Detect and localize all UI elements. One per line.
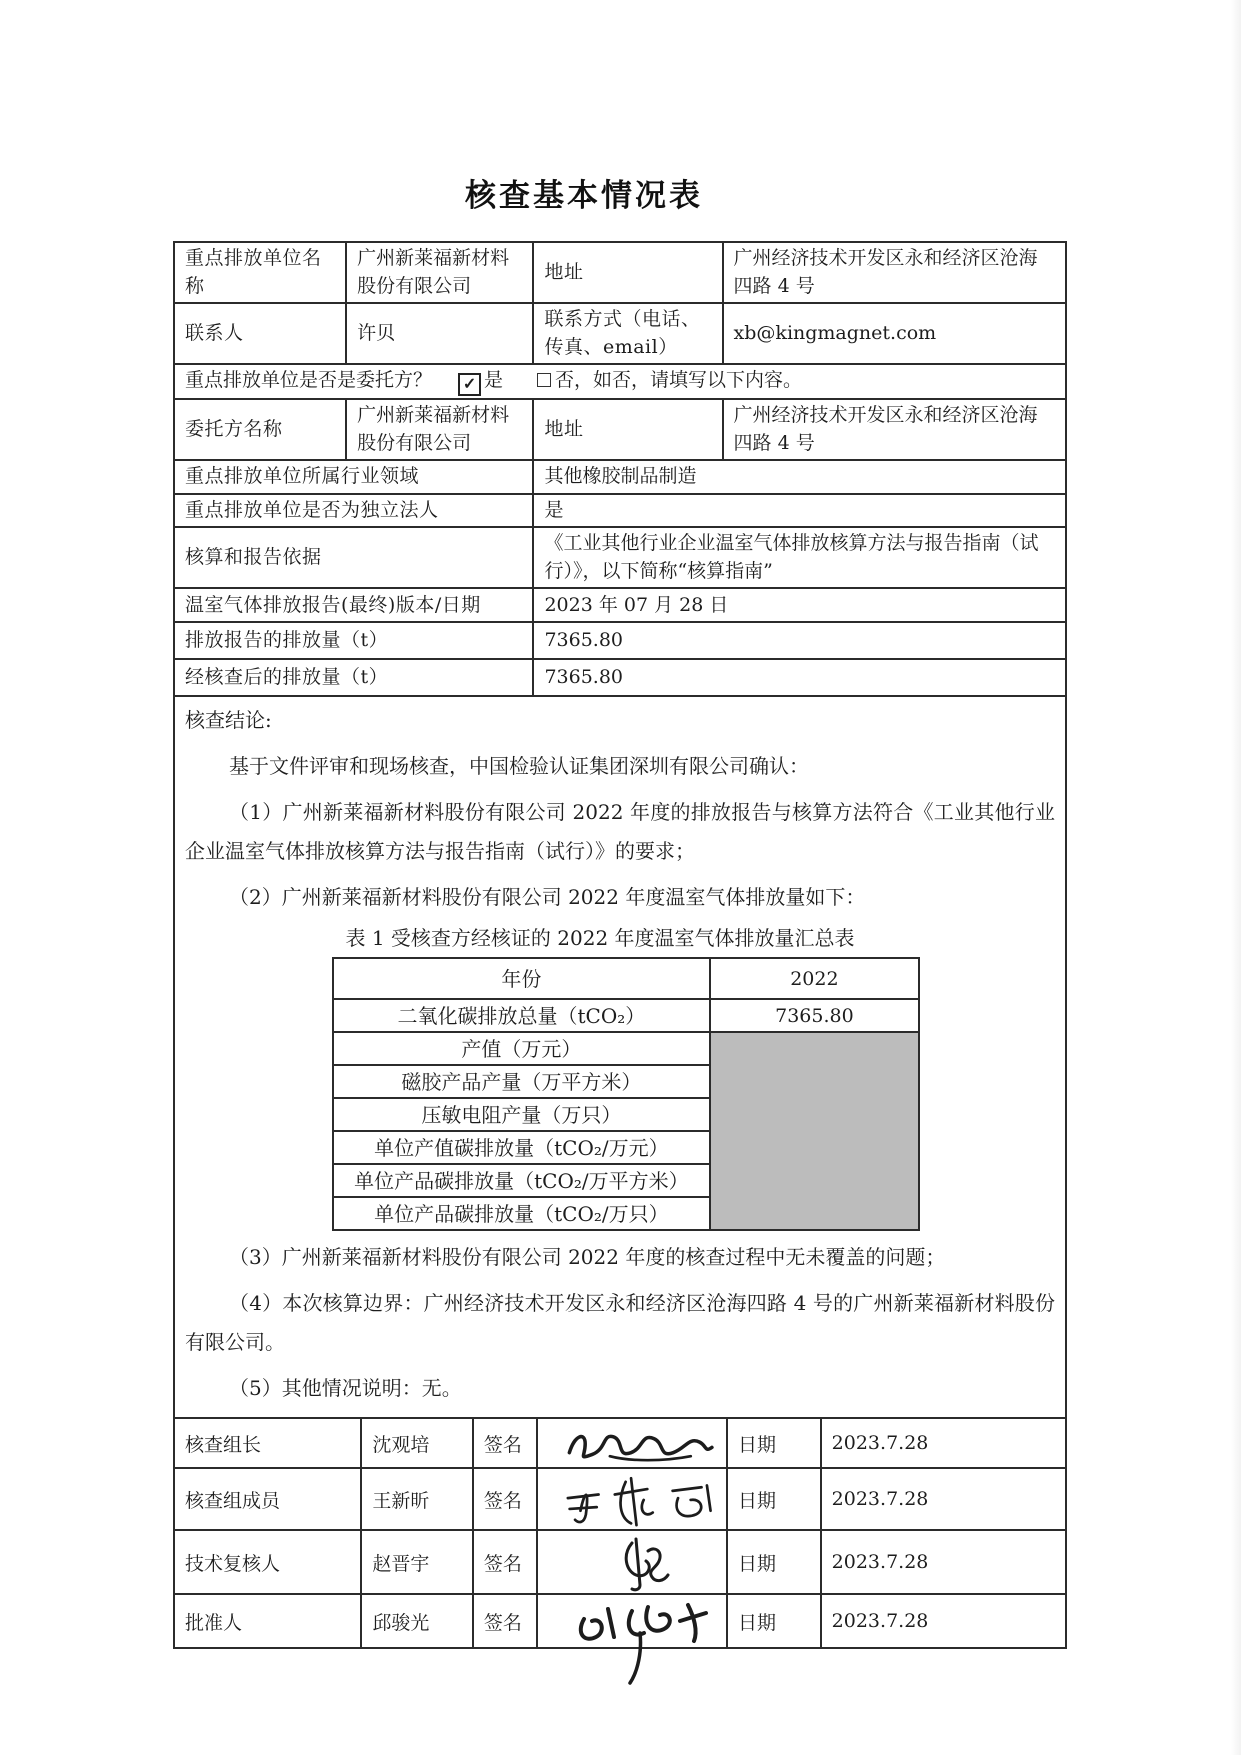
conclusion-item-5: （5）其他情况说明：无。 — [229, 1376, 462, 1401]
conclusion-cell — [174, 696, 1066, 1418]
sign-label-3: 签名 — [473, 1530, 537, 1594]
co2-total-label: 二氧化碳排放总量（tCO₂） — [333, 999, 710, 1032]
masked-values-cell — [710, 1032, 919, 1230]
unit-name-value: 广州新莱福新材料股份有限公司 — [346, 242, 533, 303]
sig-role-1: 核查组长 — [174, 1418, 361, 1468]
reported-emission-label: 排放报告的排放量（t） — [174, 622, 533, 659]
basis-label: 核算和报告依据 — [174, 527, 533, 588]
table-row — [174, 527, 1066, 588]
report-version-label: 温室气体排放报告(最终)版本/日期 — [174, 588, 533, 622]
sig-name-3: 赵晋宇 — [361, 1530, 473, 1594]
table-row — [174, 303, 1066, 364]
verified-emission-label: 经核查后的排放量（t） — [174, 659, 533, 696]
table-row — [174, 460, 1066, 494]
basis-value: 《工业其他行业企业温室气体排放核算方法与报告指南（试行）》，以下简称“核算指南” — [533, 527, 1066, 588]
signature-handwriting-3 — [537, 1530, 727, 1594]
table-row — [333, 999, 919, 1032]
signature-handwriting-2 — [537, 1468, 727, 1530]
legal-entity-label: 重点排放单位是否为独立法人 — [174, 494, 533, 528]
magnet-product-label: 磁胶产品产量（万平方米） — [333, 1065, 710, 1098]
delegate-question-cell — [174, 364, 1066, 399]
table-row — [333, 1032, 919, 1065]
conclusion-heading: 核查结论: — [185, 708, 272, 733]
industry-value: 其他橡胶制品制造 — [533, 460, 1066, 494]
legal-entity-value: 是 — [533, 494, 1066, 528]
conclusion-item-4: （4）本次核算边界：广州经济技术开发区永和经济区沧海四路 4 号的广州新莱福新材料股份有限公司。 — [185, 1291, 1055, 1355]
signature-ink-icon — [548, 1597, 734, 1645]
date-label-3: 日期 — [727, 1530, 821, 1594]
sig-role-3: 技术复核人 — [174, 1530, 361, 1594]
unit-name-label: 重点排放单位名称 — [174, 242, 346, 303]
verification-info-table — [173, 241, 1067, 1419]
resistor-output-label: 压敏电阻产量（万只） — [333, 1098, 710, 1131]
table-row — [174, 494, 1066, 528]
signature-table — [173, 1417, 1067, 1649]
address-label: 地址 — [533, 242, 722, 303]
sig-role-4: 批准人 — [174, 1594, 361, 1648]
industry-label: 重点排放单位所属行业领域 — [174, 460, 533, 494]
client-address-label: 地址 — [533, 399, 722, 460]
checkbox-checked-icon: ✓ — [458, 373, 481, 396]
table-row — [174, 696, 1066, 1418]
date-label-1: 日期 — [727, 1418, 821, 1468]
conclusion-item-3: （3）广州新莱福新材料股份有限公司 2022 年度的核查过程中无未覆盖的问题； — [229, 1245, 946, 1270]
reported-emission-value: 7365.80 — [533, 622, 1066, 659]
output-value-label: 产值（万元） — [333, 1032, 710, 1065]
conclusion-item-2: （2）广州新莱福新材料股份有限公司 2022 年度温室气体排放量如下： — [229, 885, 866, 910]
table-row — [174, 242, 1066, 303]
date-label-2: 日期 — [727, 1468, 821, 1530]
table-row — [174, 399, 1066, 460]
per-value-emission-label: 单位产值碳排放量（tCO₂/万元） — [333, 1131, 710, 1164]
year-value: 2022 — [710, 958, 919, 999]
contact-label: 联系人 — [174, 303, 346, 364]
signature-ink-icon — [548, 1471, 734, 1527]
client-name-label: 委托方名称 — [174, 399, 346, 460]
per-product-area-emission-label: 单位产品碳排放量（tCO₂/万平方米） — [333, 1164, 710, 1197]
conclusion-block — [185, 701, 1055, 1408]
address-value: 广州经济技术开发区永和经济区沧海四路 4 号 — [723, 242, 1066, 303]
client-name-value: 广州新莱福新材料股份有限公司 — [346, 399, 533, 460]
table-row — [174, 622, 1066, 659]
date-label-4: 日期 — [727, 1594, 821, 1648]
verified-emission-value: 7365.80 — [533, 659, 1066, 696]
sig-name-1: 沈观培 — [361, 1418, 473, 1468]
table-row — [174, 659, 1066, 696]
table-row — [174, 1418, 1066, 1468]
conclusion-intro: 基于文件评审和现场核查，中国检验认证集团深圳有限公司确认： — [229, 754, 809, 779]
per-product-unit-emission-label: 单位产品碳排放量（tCO₂/万只） — [333, 1197, 710, 1230]
emission-summary-table — [332, 957, 920, 1231]
contact-method-label: 联系方式（电话、传真、email） — [533, 303, 722, 364]
signature-ink-icon — [548, 1421, 728, 1465]
checkbox-unchecked-icon — [537, 373, 551, 387]
table-row — [174, 588, 1066, 622]
delegate-no-label: 否，如否，请填写以下内容。 — [555, 369, 803, 392]
co2-total-value: 7365.80 — [710, 999, 919, 1032]
sign-label-1: 签名 — [473, 1418, 537, 1468]
year-label: 年份 — [333, 958, 710, 999]
table-row — [174, 364, 1066, 399]
sig-date-1: 2023.7.28 — [821, 1418, 1066, 1468]
conclusion-item-1: （1）广州新莱福新材料股份有限公司 2022 年度的排放报告与核算方法符合《工业其他行业企业温室气体排放核算方法与报告指南（试行）》的要求； — [185, 800, 1055, 864]
contact-name-value: 许贝 — [346, 303, 533, 364]
table-row — [174, 1594, 1066, 1648]
table-row — [333, 958, 919, 999]
sig-role-2: 核查组成员 — [174, 1468, 361, 1530]
delegate-question-text: 重点排放单位是否是委托方？ — [185, 369, 433, 392]
page-title: 核查基本情况表 — [465, 178, 703, 214]
summary-table-caption: 表 1 受核查方经核证的 2022 年度温室气体排放量汇总表 — [345, 926, 855, 951]
sign-label-2: 签名 — [473, 1468, 537, 1530]
sig-name-2: 王新昕 — [361, 1468, 473, 1530]
signature-handwriting-1 — [537, 1418, 727, 1468]
sig-date-2: 2023.7.28 — [821, 1468, 1066, 1530]
sign-label-4: 签名 — [473, 1594, 537, 1648]
report-version-value: 2023 年 07 月 28 日 — [533, 588, 1066, 622]
sig-date-4: 2023.7.28 — [821, 1594, 1066, 1648]
signature-handwriting-4 — [537, 1594, 727, 1648]
client-address-value: 广州经济技术开发区永和经济区沧海四路 4 号 — [723, 399, 1066, 460]
delegate-yes-label: 是 — [484, 369, 504, 392]
contact-email-value: xb@kingmagnet.com — [723, 303, 1066, 364]
signature-ink-icon — [548, 1533, 728, 1591]
table-row — [174, 1530, 1066, 1594]
sig-date-3: 2023.7.28 — [821, 1530, 1066, 1594]
table-row — [174, 1468, 1066, 1530]
sig-name-4: 邱骏光 — [361, 1594, 473, 1648]
